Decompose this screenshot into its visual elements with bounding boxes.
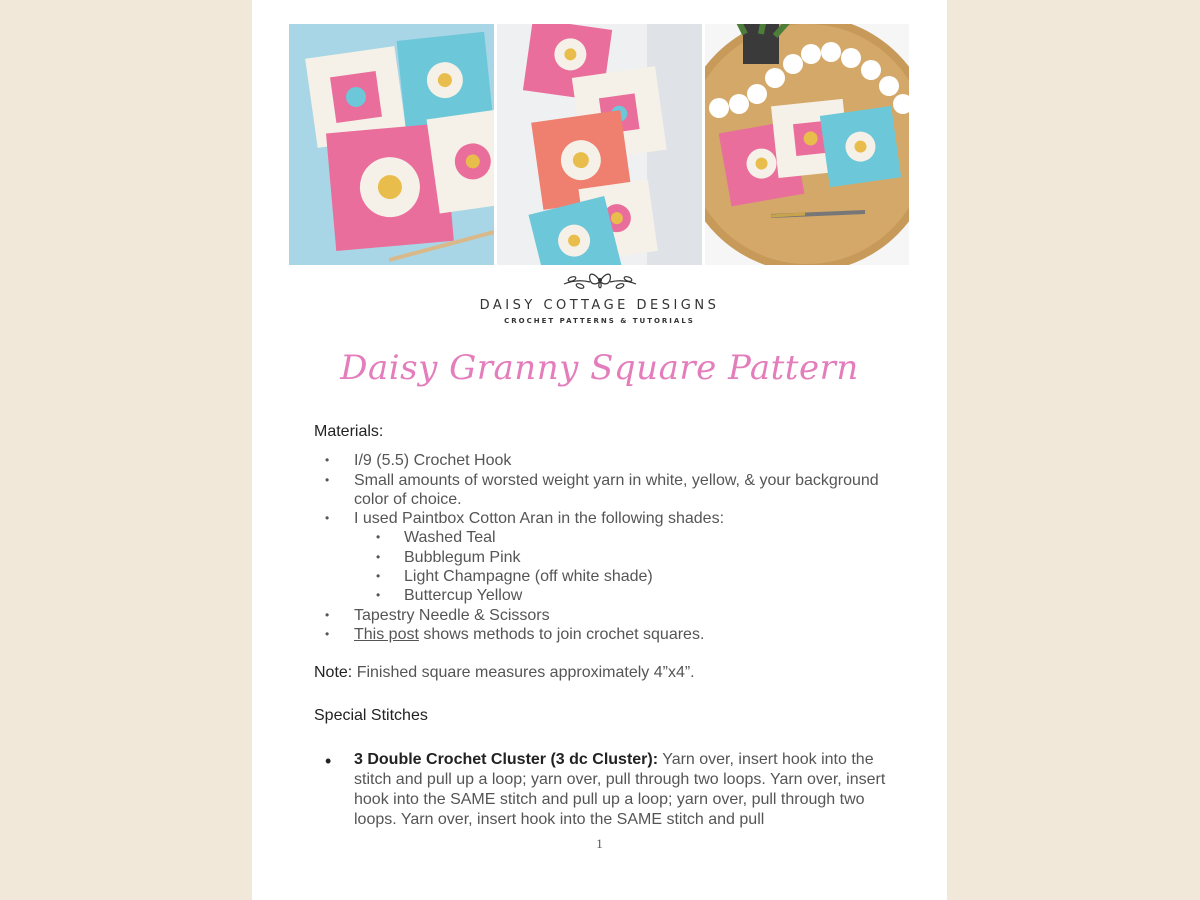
note-label: Note: — [314, 664, 353, 682]
document-page — [252, 0, 947, 900]
list-item: • I/9 (5.5) Crochet Hook — [314, 451, 894, 470]
list-item: • Buttercup Yellow — [354, 586, 894, 605]
list-item: • Washed Teal — [354, 528, 894, 547]
join-squares-link[interactable]: This post — [354, 625, 419, 643]
brand-logo — [252, 268, 947, 325]
list-item-text: I used Paintbox Cotton Aran in the following shades: — [354, 510, 725, 528]
photo-granny-squares-blue — [289, 24, 494, 265]
special-stitches-heading: Special Stitches — [314, 706, 428, 724]
list-item — [314, 625, 894, 644]
yarn-shades-list — [354, 528, 894, 605]
list-item-text: shows methods to join crochet squares. — [418, 625, 705, 643]
special-stitches-list — [314, 750, 894, 830]
list-item: • Bubblegum Pink — [354, 548, 894, 567]
list-item: • Small amounts of worsted weight yarn in white, yellow, & your background color of choice. — [314, 471, 894, 510]
note-text: Finished square measures approximately 4”x4”. — [352, 664, 695, 682]
list-item — [314, 750, 894, 830]
list-item: • Light Champagne (off white shade) — [354, 567, 894, 586]
materials-heading: Materials: — [314, 423, 384, 440]
photo-granny-squares-tray — [705, 24, 909, 265]
materials-list — [314, 451, 894, 644]
list-item — [314, 509, 894, 605]
brand-name: DAISY COTTAGE DESIGNS — [479, 298, 720, 313]
brand-tagline: CROCHET PATTERNS & TUTORIALS — [504, 317, 695, 325]
page-title: Daisy Granny Square Pattern — [340, 348, 859, 388]
note-paragraph — [314, 663, 894, 682]
list-item: • Tapestry Needle & Scissors — [314, 606, 894, 625]
pattern-content — [314, 422, 894, 830]
stitch-description: Yarn over, insert hook into the stitch and pull up a loop; yarn over, pull through two loops. Yarn over, insert hook into the SAME stitch and pull up a loop; yarn over, pull through two loops. Yarn over, insert hook into the SAME stitch and pull — [354, 750, 886, 828]
header-photo-strip — [289, 24, 909, 265]
photo-granny-squares-board — [497, 24, 702, 265]
page-number: 1 — [596, 836, 603, 851]
stitch-term: 3 Double Crochet Cluster (3 dc Cluster): — [354, 750, 659, 768]
flower-sprig-icon — [560, 268, 640, 294]
